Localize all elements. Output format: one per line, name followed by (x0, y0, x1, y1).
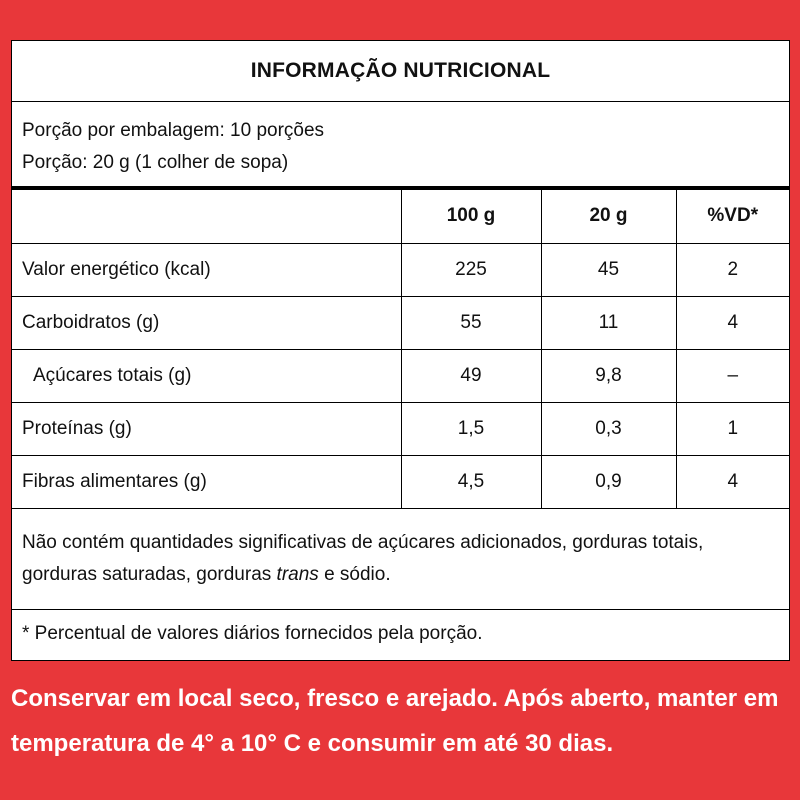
notes-line-2 (22, 559, 779, 591)
storage-line-1: Conservar em local seco, fresco e arejado. Após aberto, manter em (11, 685, 779, 712)
notes-section (12, 509, 789, 610)
portion-size: Porção: 20 g (1 colher de sopa) (22, 152, 289, 173)
portions-per-package: Porção por embalagem: 10 porções (22, 120, 325, 141)
nutrient-name: Carboidratos (g) (12, 296, 401, 349)
value-vd: – (676, 349, 789, 402)
notes-text: e sódio. (318, 563, 391, 585)
value-portion: 45 (541, 243, 676, 296)
table-row (12, 243, 789, 296)
storage-instructions (11, 676, 791, 766)
storage-line-2: temperatura de 4° a 10° C e consumir em até 30 dias. (11, 730, 614, 757)
value-vd: 1 (676, 402, 789, 455)
value-portion: 0,9 (541, 455, 676, 508)
table-row (12, 455, 789, 508)
value-portion: 9,8 (541, 349, 676, 402)
table-row (12, 402, 789, 455)
table-header-row (12, 190, 789, 243)
value-portion: 0,3 (541, 402, 676, 455)
portion-info (12, 102, 789, 190)
table-row (12, 296, 789, 349)
nutrition-table (12, 190, 789, 509)
header-vd: %VD* (676, 190, 789, 243)
value-100g: 55 (401, 296, 541, 349)
value-vd: 4 (676, 455, 789, 508)
table-row (12, 349, 789, 402)
nutrient-name: Fibras alimentares (g) (12, 455, 401, 508)
nutrition-facts-label (11, 40, 790, 661)
notes-line-1: Não contém quantidades significativas de açúcares adicionados, gorduras totais, (22, 531, 704, 553)
value-vd: 2 (676, 243, 789, 296)
nutrient-name: Valor energético (kcal) (12, 243, 401, 296)
notes-text: gorduras saturadas, gorduras (22, 563, 277, 585)
vd-footnote: * Percentual de valores diários fornecidos pela porção. (22, 622, 483, 644)
nutrient-name: Açúcares totais (g) (12, 349, 401, 402)
label-title: INFORMAÇÃO NUTRICIONAL (12, 41, 789, 102)
value-100g: 49 (401, 349, 541, 402)
header-portion: 20 g (541, 190, 676, 243)
notes-italic-text: trans (276, 563, 319, 585)
value-100g: 4,5 (401, 455, 541, 508)
nutrient-name: Proteínas (g) (12, 402, 401, 455)
value-portion: 11 (541, 296, 676, 349)
value-100g: 1,5 (401, 402, 541, 455)
header-100g: 100 g (401, 190, 541, 243)
value-100g: 225 (401, 243, 541, 296)
value-vd: 4 (676, 296, 789, 349)
header-nutrient (12, 190, 401, 243)
